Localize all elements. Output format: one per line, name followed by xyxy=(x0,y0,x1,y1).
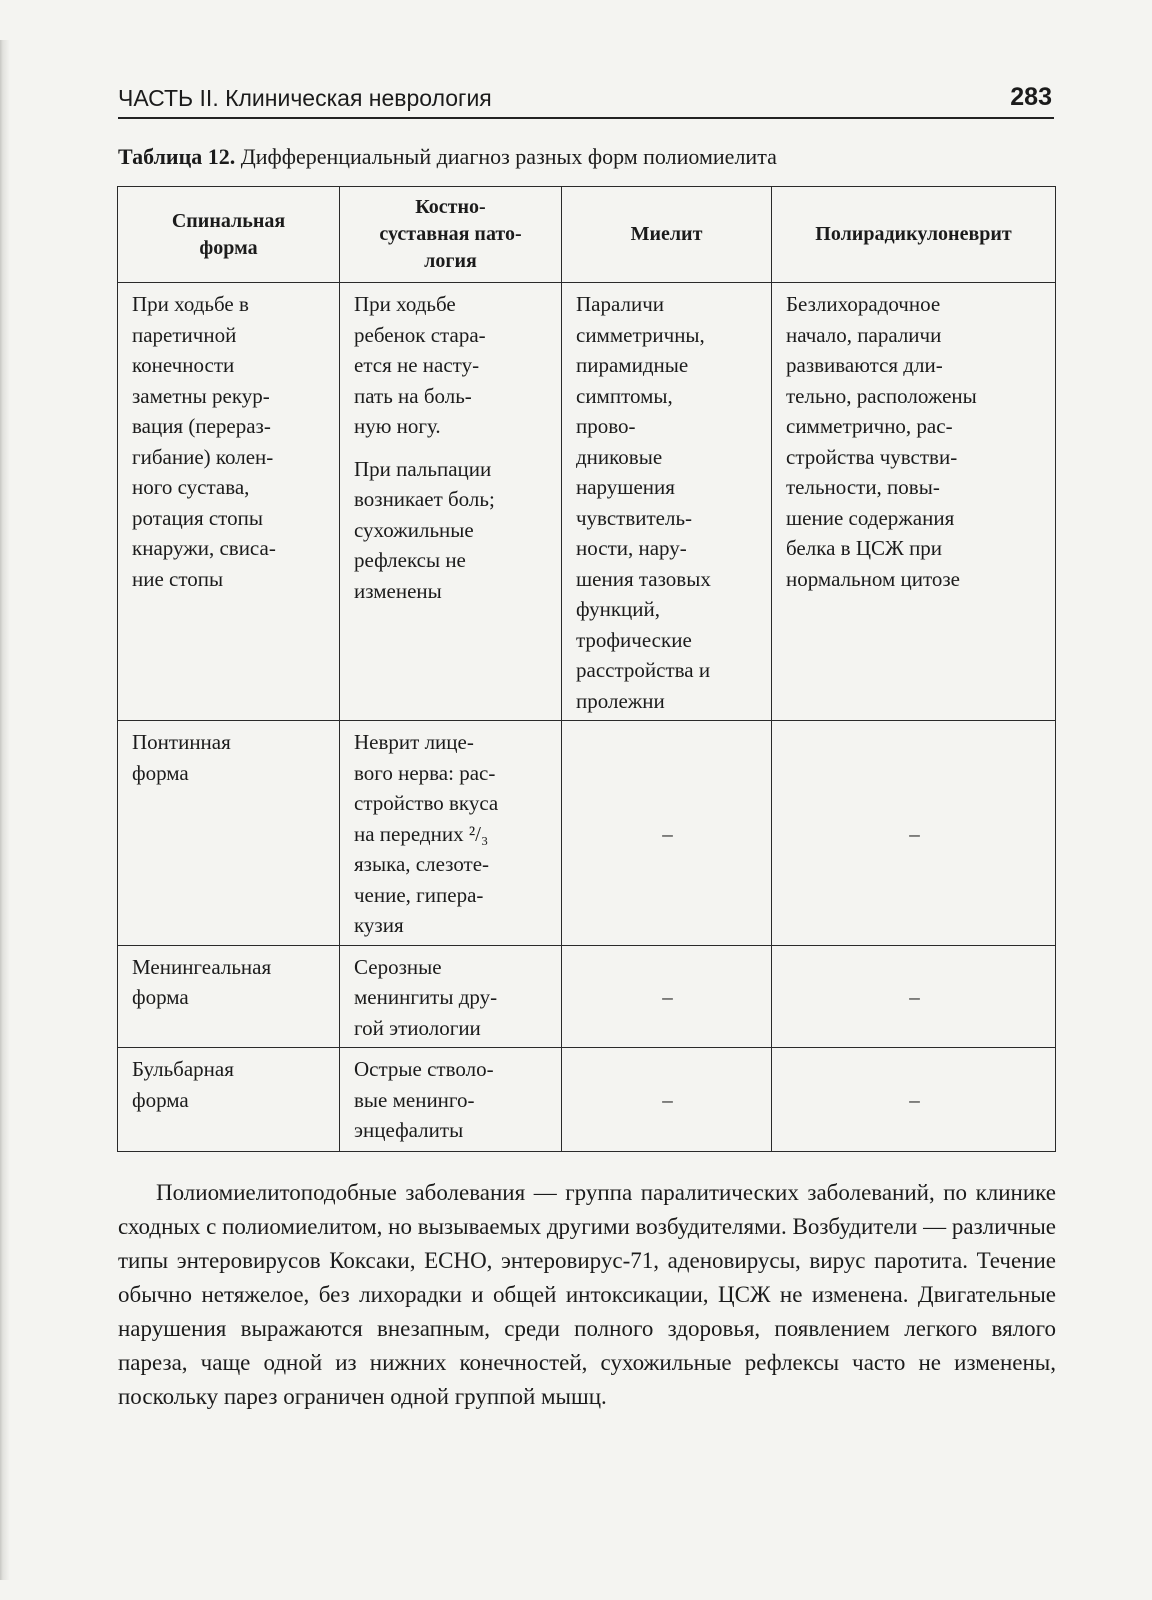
cell-bone-joint-para-2: При пальпации возникает боль; сухожильные рефлексы не изменены xyxy=(354,456,495,603)
cell-myelitis: Параличи симметричны, пирамидные симптомы, прово- дниковые нарушения чувствитель- ности, нару- шения тазовых функций, трофические расстройства и пролежни xyxy=(562,283,772,721)
cell-myelitis: – xyxy=(562,721,772,946)
header-bone-joint-label: Костно- суставная пато- логия xyxy=(379,196,522,272)
header-polyradiculoneuritis-label: Полирадикулоневрит xyxy=(815,223,1012,245)
cell-form: При ходьбе в паретичной конечности заметны рекур- вация (перераз- гибание) колен- ного сустава, ротация стопы кнаружи, свиса- ние стопы xyxy=(118,283,340,721)
header-myelitis xyxy=(562,187,772,283)
header-spinal-form-label: Спинальная форма xyxy=(171,209,286,259)
differential-diagnosis-table xyxy=(117,186,1056,1152)
page-number: 283 xyxy=(1010,83,1052,111)
running-head xyxy=(118,83,1054,119)
cell-bone-joint xyxy=(340,283,562,721)
table-row xyxy=(118,721,1056,946)
cell-polyradiculoneuritis: – xyxy=(772,1048,1056,1152)
cell-bone-joint-para-1: При ходьбе ребенок стара- ется не насту- пать на боль- ную ногу. xyxy=(354,292,486,438)
cell-myelitis: – xyxy=(562,945,772,1048)
header-spinal-form xyxy=(118,187,340,283)
cell-polyradiculoneuritis: – xyxy=(772,721,1056,946)
body-paragraph: Полиомиелитоподобные заболевания — группа паралитических заболеваний, по клинике сходных с полиомиелитом, но вызываемых другими возбудителями. Возбудители — различные типы энтеровирусов Коксаки, ЕСНО, энтеровирус-71, аденовирусы, вирус паротита. Течение обычно нетяжелое, без лихорадки и общей интоксикации, ЦСЖ не изменена. Двигательные нарушения выражаются внезапным, среди полного здоровья, появлением легкого вялого пареза, чаще одной из нижних конечностей, сухожильные рефлексы часто не изменены, поскольку парез ограничен одной группой мышц. xyxy=(118,1180,1056,1409)
table-row xyxy=(118,283,1056,721)
header-bone-joint xyxy=(340,187,562,283)
table-row xyxy=(118,945,1056,1048)
cell-form: Понтинная форма xyxy=(118,721,340,946)
header-myelitis-label: Миелит xyxy=(630,223,703,245)
table-caption-label: Таблица 12. xyxy=(118,144,236,169)
cell-bone-joint: Неврит лице- вого нерва: рас- стройство вкуса на передних ²/₃ языка, слезоте- чение, гипера- кузия xyxy=(340,721,562,946)
cell-myelitis: – xyxy=(562,1048,772,1152)
cell-form: Бульбарная форма xyxy=(118,1048,340,1152)
cell-form: Менингеальная форма xyxy=(118,945,340,1048)
cell-polyradiculoneuritis: – xyxy=(772,945,1056,1048)
cell-bone-joint: Острые стволо- вые менинго- энцефалиты xyxy=(340,1048,562,1152)
part-title: ЧАСТЬ II. Клиническая неврология xyxy=(118,85,492,111)
cell-bone-joint: Серозные менингиты дру- гой этиологии xyxy=(340,945,562,1048)
scan-edge-shadow xyxy=(0,40,10,1580)
table-caption-title: Дифференциальный диагноз разных форм полиомиелита xyxy=(240,144,777,169)
table-header-row xyxy=(118,187,1056,283)
header-polyradiculoneuritis xyxy=(772,187,1056,283)
cell-polyradiculoneuritis: Безлихорадочное начало, параличи развиваются дли- тельно, расположены симметрично, рас- стройства чувстви- тельности, повы- шение содержания белка в ЦСЖ при нормальном цитозе xyxy=(772,283,1056,721)
table-caption xyxy=(118,144,777,170)
table-row xyxy=(118,1048,1056,1152)
